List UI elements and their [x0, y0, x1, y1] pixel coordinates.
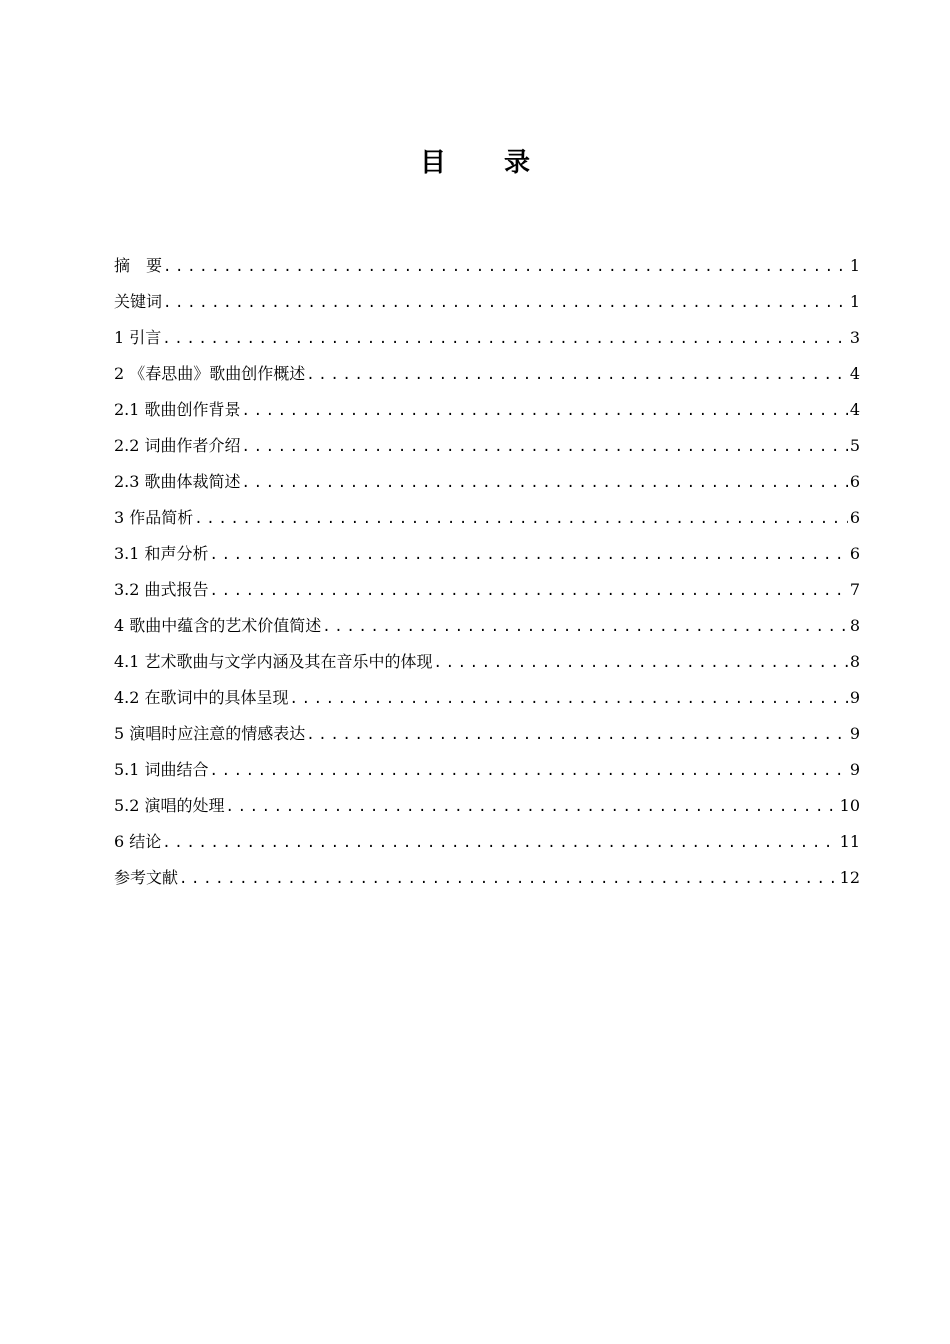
toc-dot-leader: [226, 791, 838, 823]
toc-entry-page: 8: [849, 652, 860, 671]
toc-dot-leader: [306, 359, 848, 391]
toc-entry-page: 9: [849, 724, 860, 743]
toc-dot-leader: [306, 719, 848, 751]
toc-entry[interactable]: [114, 646, 860, 682]
toc-entry-label: 5 演唱时应注意的情感表达: [114, 724, 306, 743]
toc-entry-label: 3 作品简析: [114, 508, 194, 527]
toc-entry-label: 3.1 和声分析: [114, 544, 209, 563]
toc-entry[interactable]: [114, 826, 860, 862]
toc-entry-page: 12: [839, 868, 860, 887]
toc-entry[interactable]: [114, 502, 860, 538]
toc-entry[interactable]: [114, 682, 860, 718]
toc-entry-label: 4 歌曲中蕴含的艺术价值简述: [114, 616, 322, 635]
toc-entry-page: 6: [849, 544, 860, 563]
toc-entry[interactable]: [114, 358, 860, 394]
toc-entry-page: 10: [839, 796, 860, 815]
toc-dot-leader: [322, 611, 848, 643]
toc-dot-leader: [242, 431, 848, 463]
toc-entry-label: 3.2 曲式报告: [114, 580, 209, 599]
toc-entry[interactable]: [114, 862, 860, 898]
toc-entry-page: 4: [849, 364, 860, 383]
toc-entry[interactable]: [114, 790, 860, 826]
toc-dot-leader: [210, 575, 848, 607]
toc-entry-label: 参考文献: [114, 868, 179, 887]
toc-dot-leader: [194, 503, 848, 535]
toc-entry-label: 5.2 演唱的处理: [114, 796, 225, 815]
toc-dot-leader: [163, 251, 848, 283]
toc-entry-page: 9: [849, 688, 860, 707]
toc-dot-leader: [179, 863, 838, 895]
toc-entry-label: 4.2 在歌词中的具体呈现: [114, 688, 289, 707]
toc-entry[interactable]: [114, 538, 860, 574]
toc-entry-page: 8: [849, 616, 860, 635]
toc-dot-leader: [210, 755, 848, 787]
toc-entry[interactable]: [114, 394, 860, 430]
toc-entry-page: 7: [849, 580, 860, 599]
toc-entry-page: 3: [849, 328, 860, 347]
toc-entry-page: 6: [849, 508, 860, 527]
toc-entry-label: 5.1 词曲结合: [114, 760, 209, 779]
toc-dot-leader: [242, 395, 848, 427]
toc-entry[interactable]: [114, 610, 860, 646]
toc-entry[interactable]: [114, 466, 860, 502]
toc-dot-leader: [210, 539, 848, 571]
toc-entry-page: 1: [849, 292, 860, 311]
toc-entry-label: 6 结论: [114, 832, 162, 851]
toc-dot-leader: [290, 683, 848, 715]
toc-entry-label: 关键词: [114, 292, 163, 311]
toc-entry[interactable]: [114, 430, 860, 466]
toc-entry-page: 5: [849, 436, 860, 455]
toc-entry[interactable]: [114, 286, 860, 322]
toc-entry-page: 1: [849, 256, 860, 275]
toc-dot-leader: [434, 647, 848, 679]
toc-dot-leader: [162, 323, 848, 355]
toc-entry[interactable]: [114, 754, 860, 790]
page-title-char-1: 目: [419, 148, 446, 178]
toc-entry[interactable]: [114, 574, 860, 610]
toc-entry-label: 2.2 词曲作者介绍: [114, 436, 241, 455]
toc-entry-page: 11: [839, 832, 860, 851]
toc-entry[interactable]: [114, 322, 860, 358]
toc-dot-leader: [163, 287, 848, 319]
toc-entry[interactable]: [114, 718, 860, 754]
page-title: [0, 146, 950, 180]
toc-entry-page: 6: [849, 472, 860, 491]
toc-entry-label: 2.1 歌曲创作背景: [114, 400, 241, 419]
toc-entry-label: 4.1 艺术歌曲与文学内涵及其在音乐中的体现: [114, 652, 433, 671]
toc-entry-label: 2 《春思曲》歌曲创作概述: [114, 364, 306, 383]
toc-entry-label: 摘 要: [114, 256, 163, 275]
toc-entry-page: 9: [849, 760, 860, 779]
toc-dot-leader: [242, 467, 848, 499]
toc-entry-page: 4: [849, 400, 860, 419]
toc-entry[interactable]: [114, 250, 860, 286]
page-title-char-2: 录: [504, 148, 531, 178]
toc-dot-leader: [162, 827, 837, 859]
toc-entry-label: 1 引言: [114, 328, 162, 347]
table-of-contents: [114, 250, 860, 898]
toc-entry-label: 2.3 歌曲体裁简述: [114, 472, 241, 491]
